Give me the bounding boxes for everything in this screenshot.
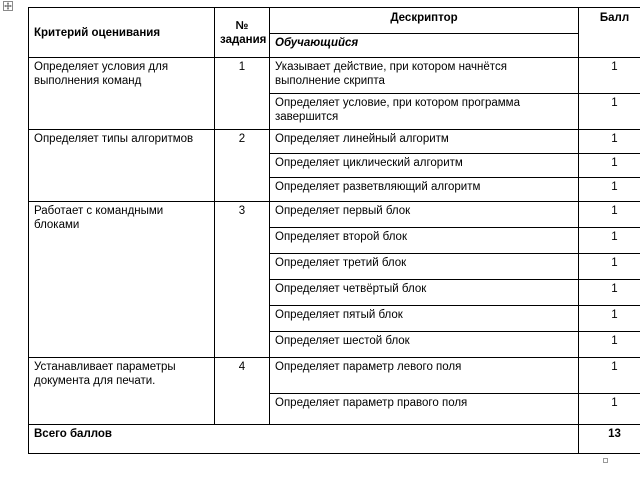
- descriptor-cell: Определяет условие, при котором программа завершится: [270, 94, 579, 130]
- descriptor-cell: Определяет четвёртый блок: [270, 280, 579, 306]
- descriptor-cell: Определяет разветвляющий алгоритм: [270, 178, 579, 202]
- descriptor-cell: Определяет шестой блок: [270, 332, 579, 358]
- score-cell: 1: [579, 280, 640, 306]
- score-cell: 1: [579, 254, 640, 280]
- descriptor-cell: Определяет первый блок: [270, 202, 579, 228]
- score-cell: 1: [579, 154, 640, 178]
- table-row: [29, 58, 640, 94]
- descriptor-cell: Определяет параметр левого поля: [270, 358, 579, 394]
- table-header-row: [29, 8, 640, 34]
- descriptor-cell: Указывает действие, при котором начнётся выполнение скрипта: [270, 58, 579, 94]
- table-resize-handle-icon[interactable]: [603, 458, 608, 463]
- header-criterion: Критерий оценивания: [29, 8, 215, 58]
- score-cell: 1: [579, 306, 640, 332]
- task-number-cell: 4: [215, 358, 270, 425]
- descriptor-cell: Определяет циклический алгоритм: [270, 154, 579, 178]
- criterion-cell: Работает с командными блоками: [29, 202, 215, 358]
- descriptor-cell: Определяет пятый блок: [270, 306, 579, 332]
- descriptor-cell: Определяет третий блок: [270, 254, 579, 280]
- total-row: [29, 425, 640, 454]
- score-cell: 1: [579, 130, 640, 154]
- criterion-cell: Определяет типы алгоритмов: [29, 130, 215, 202]
- score-cell: 1: [579, 202, 640, 228]
- score-cell: 1: [579, 58, 640, 94]
- task-number-cell: 2: [215, 130, 270, 202]
- descriptor-cell: Определяет параметр правого поля: [270, 394, 579, 425]
- criterion-cell: Определяет условия для выполнения команд: [29, 58, 215, 130]
- table-move-handle-icon[interactable]: [3, 1, 13, 11]
- header-descriptor: Дескриптор: [270, 8, 579, 34]
- task-number-cell: 1: [215, 58, 270, 130]
- descriptor-cell: Определяет линейный алгоритм: [270, 130, 579, 154]
- subheader-student: Обучающийся: [270, 34, 579, 58]
- score-cell: 1: [579, 178, 640, 202]
- table-row: [29, 358, 640, 394]
- score-cell: 1: [579, 332, 640, 358]
- score-cell: 1: [579, 228, 640, 254]
- total-value: 13: [579, 425, 640, 454]
- task-number-cell: 3: [215, 202, 270, 358]
- header-score: Балл: [579, 8, 640, 58]
- assessment-table: [28, 7, 640, 454]
- score-cell: 1: [579, 94, 640, 130]
- total-label: Всего баллов: [29, 425, 579, 454]
- criterion-cell: Устанавливает параметры документа для печати.: [29, 358, 215, 425]
- table-row: [29, 130, 640, 154]
- score-cell: 1: [579, 358, 640, 394]
- score-cell: 1: [579, 394, 640, 425]
- table-row: [29, 202, 640, 228]
- descriptor-cell: Определяет второй блок: [270, 228, 579, 254]
- header-task-number: № задания: [215, 8, 270, 58]
